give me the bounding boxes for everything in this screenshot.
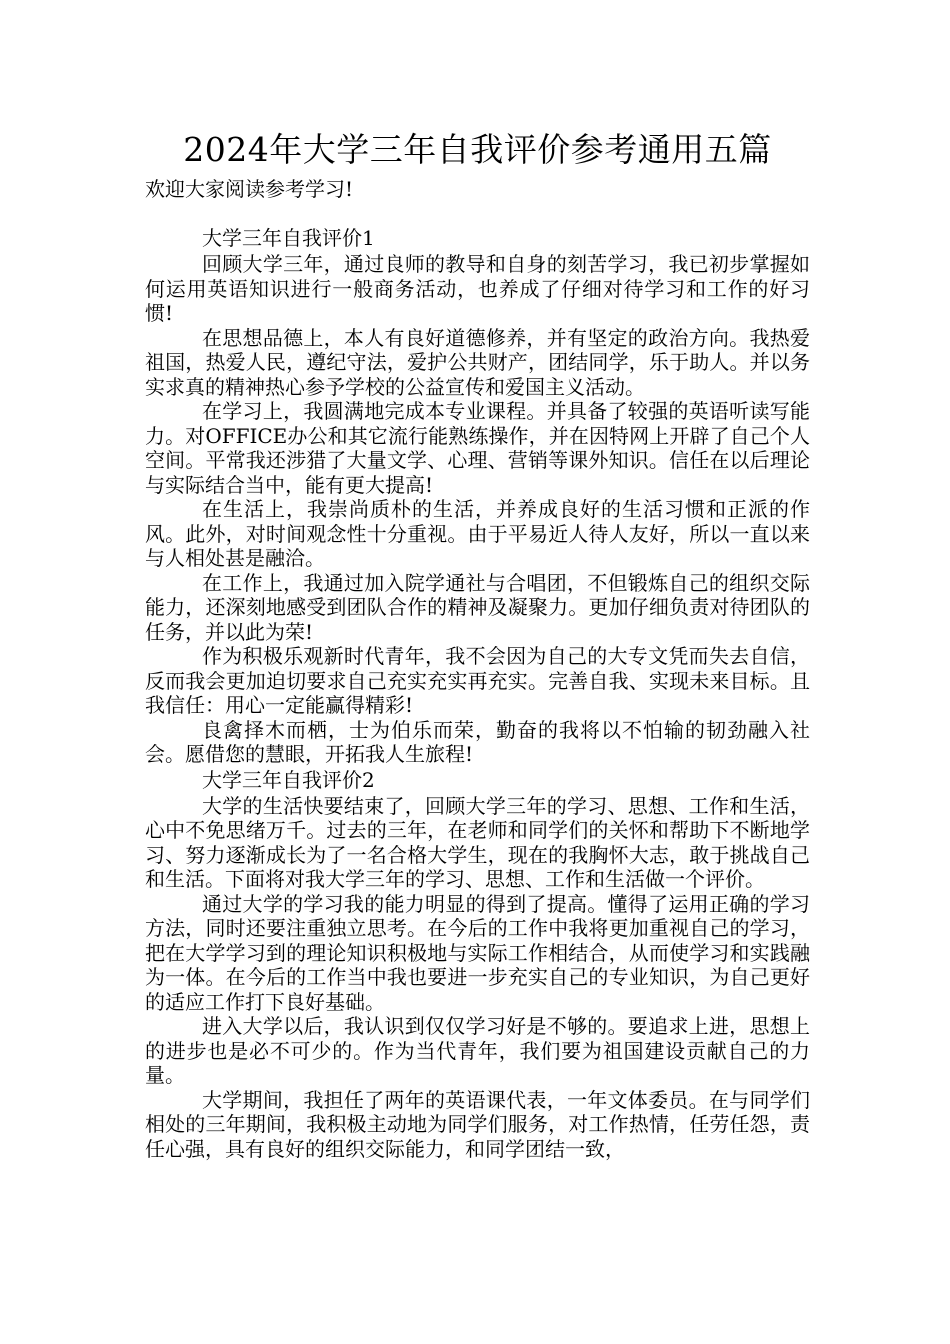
paragraph: 在思想品德上，本人有良好道德修养，并有坚定的政治方向。我热爱祖国，热爱人民，遵纪守法，爱护公共财产，团结同学，乐于助人。并以务实求真的精神热心参予学校的公益宣传和爱国主义活动。 bbox=[145, 325, 810, 399]
paragraph: 在学习上，我圆满地完成本专业课程。并具备了较强的英语听读写能力。对OFFICE办公和其它流行能熟练操作，并在因特网上开辟了自己个人空间。平常我还涉猎了大量文学、心理、营销等课外知识。信任在以后理论与实际结合当中，能有更大提高! bbox=[145, 399, 810, 497]
paragraph: 通过大学的学习我的能力明显的得到了提高。懂得了运用正确的学习方法，同时还要注重独立思考。在今后的工作中我将更加重视自己的学习，把在大学学习到的理论知识积极地与实际工作相结合，从而使学习和实践融为一体。在今后的工作当中我也要进一步充实自己的专业知识，为自己更好的适应工作打下良好基础。 bbox=[145, 891, 810, 1014]
paragraph: 在生活上，我崇尚质朴的生活，并养成良好的生活习惯和正派的作风。此外，对时间观念性十分重视。由于平易近人待人友好，所以一直以来与人相处甚是融洽。 bbox=[145, 497, 810, 570]
paragraph: 进入大学以后，我认识到仅仅学习好是不够的。要追求上进，思想上的进步也是必不可少的。作为当代青年，我们要为祖国建设贡献自己的力量。 bbox=[145, 1014, 810, 1087]
section-heading: 大学三年自我评价2 bbox=[202, 767, 375, 792]
section-heading: 大学三年自我评价1 bbox=[202, 226, 375, 250]
paragraph: 在工作上，我通过加入院学通社与合唱团，不但锻炼自己的组织交际能力，还深刻地感受到团队合作的精神及凝聚力。更加仔细负责对待团队的任务，并以此为荣! bbox=[145, 570, 810, 644]
paragraph: 回顾大学三年，通过良师的教导和自身的刻苦学习，我已初步掌握如何运用英语知识进行一般商务活动，也养成了仔细对待学习和工作的好习惯! bbox=[145, 252, 810, 325]
intro-text: 欢迎大家阅读参考学习! bbox=[145, 177, 354, 201]
document-page bbox=[145, 128, 810, 1161]
paragraph: 良禽择木而栖，士为伯乐而荣，勤奋的我将以不怕输的韧劲融入社会。愿借您的慧眼，开拓我人生旅程! bbox=[145, 717, 810, 766]
paragraph: 大学的生活快要结束了，回顾大学三年的学习、思想、工作和生活，心中不免思绪万千。过去的三年，在老师和同学们的关怀和帮助下不断地学习、努力逐渐成长为了一名合格大学生，现在的我胸怀大志，敢于挑战自己和生活。下面将对我大学三年的学习、思想、工作和生活做一个评价。 bbox=[145, 793, 810, 891]
paragraph: 作为积极乐观新时代青年，我不会因为自己的大专文凭而失去自信，反而我会更加迫切要求自己充实充实再充实。完善自我、实现未来目标。且我信任：用心一定能赢得精彩! bbox=[145, 644, 810, 717]
paragraph: 大学期间，我担任了两年的英语课代表，一年文体委员。在与同学们相处的三年期间，我积极主动地为同学们服务，对工作热情，任劳任怨，责任心强，具有良好的组织交际能力，和同学团结一致， bbox=[145, 1087, 810, 1161]
section-2 bbox=[145, 767, 810, 1162]
document-title: 2024年大学三年自我评价参考通用五篇 bbox=[183, 130, 772, 169]
section-1 bbox=[145, 225, 810, 767]
